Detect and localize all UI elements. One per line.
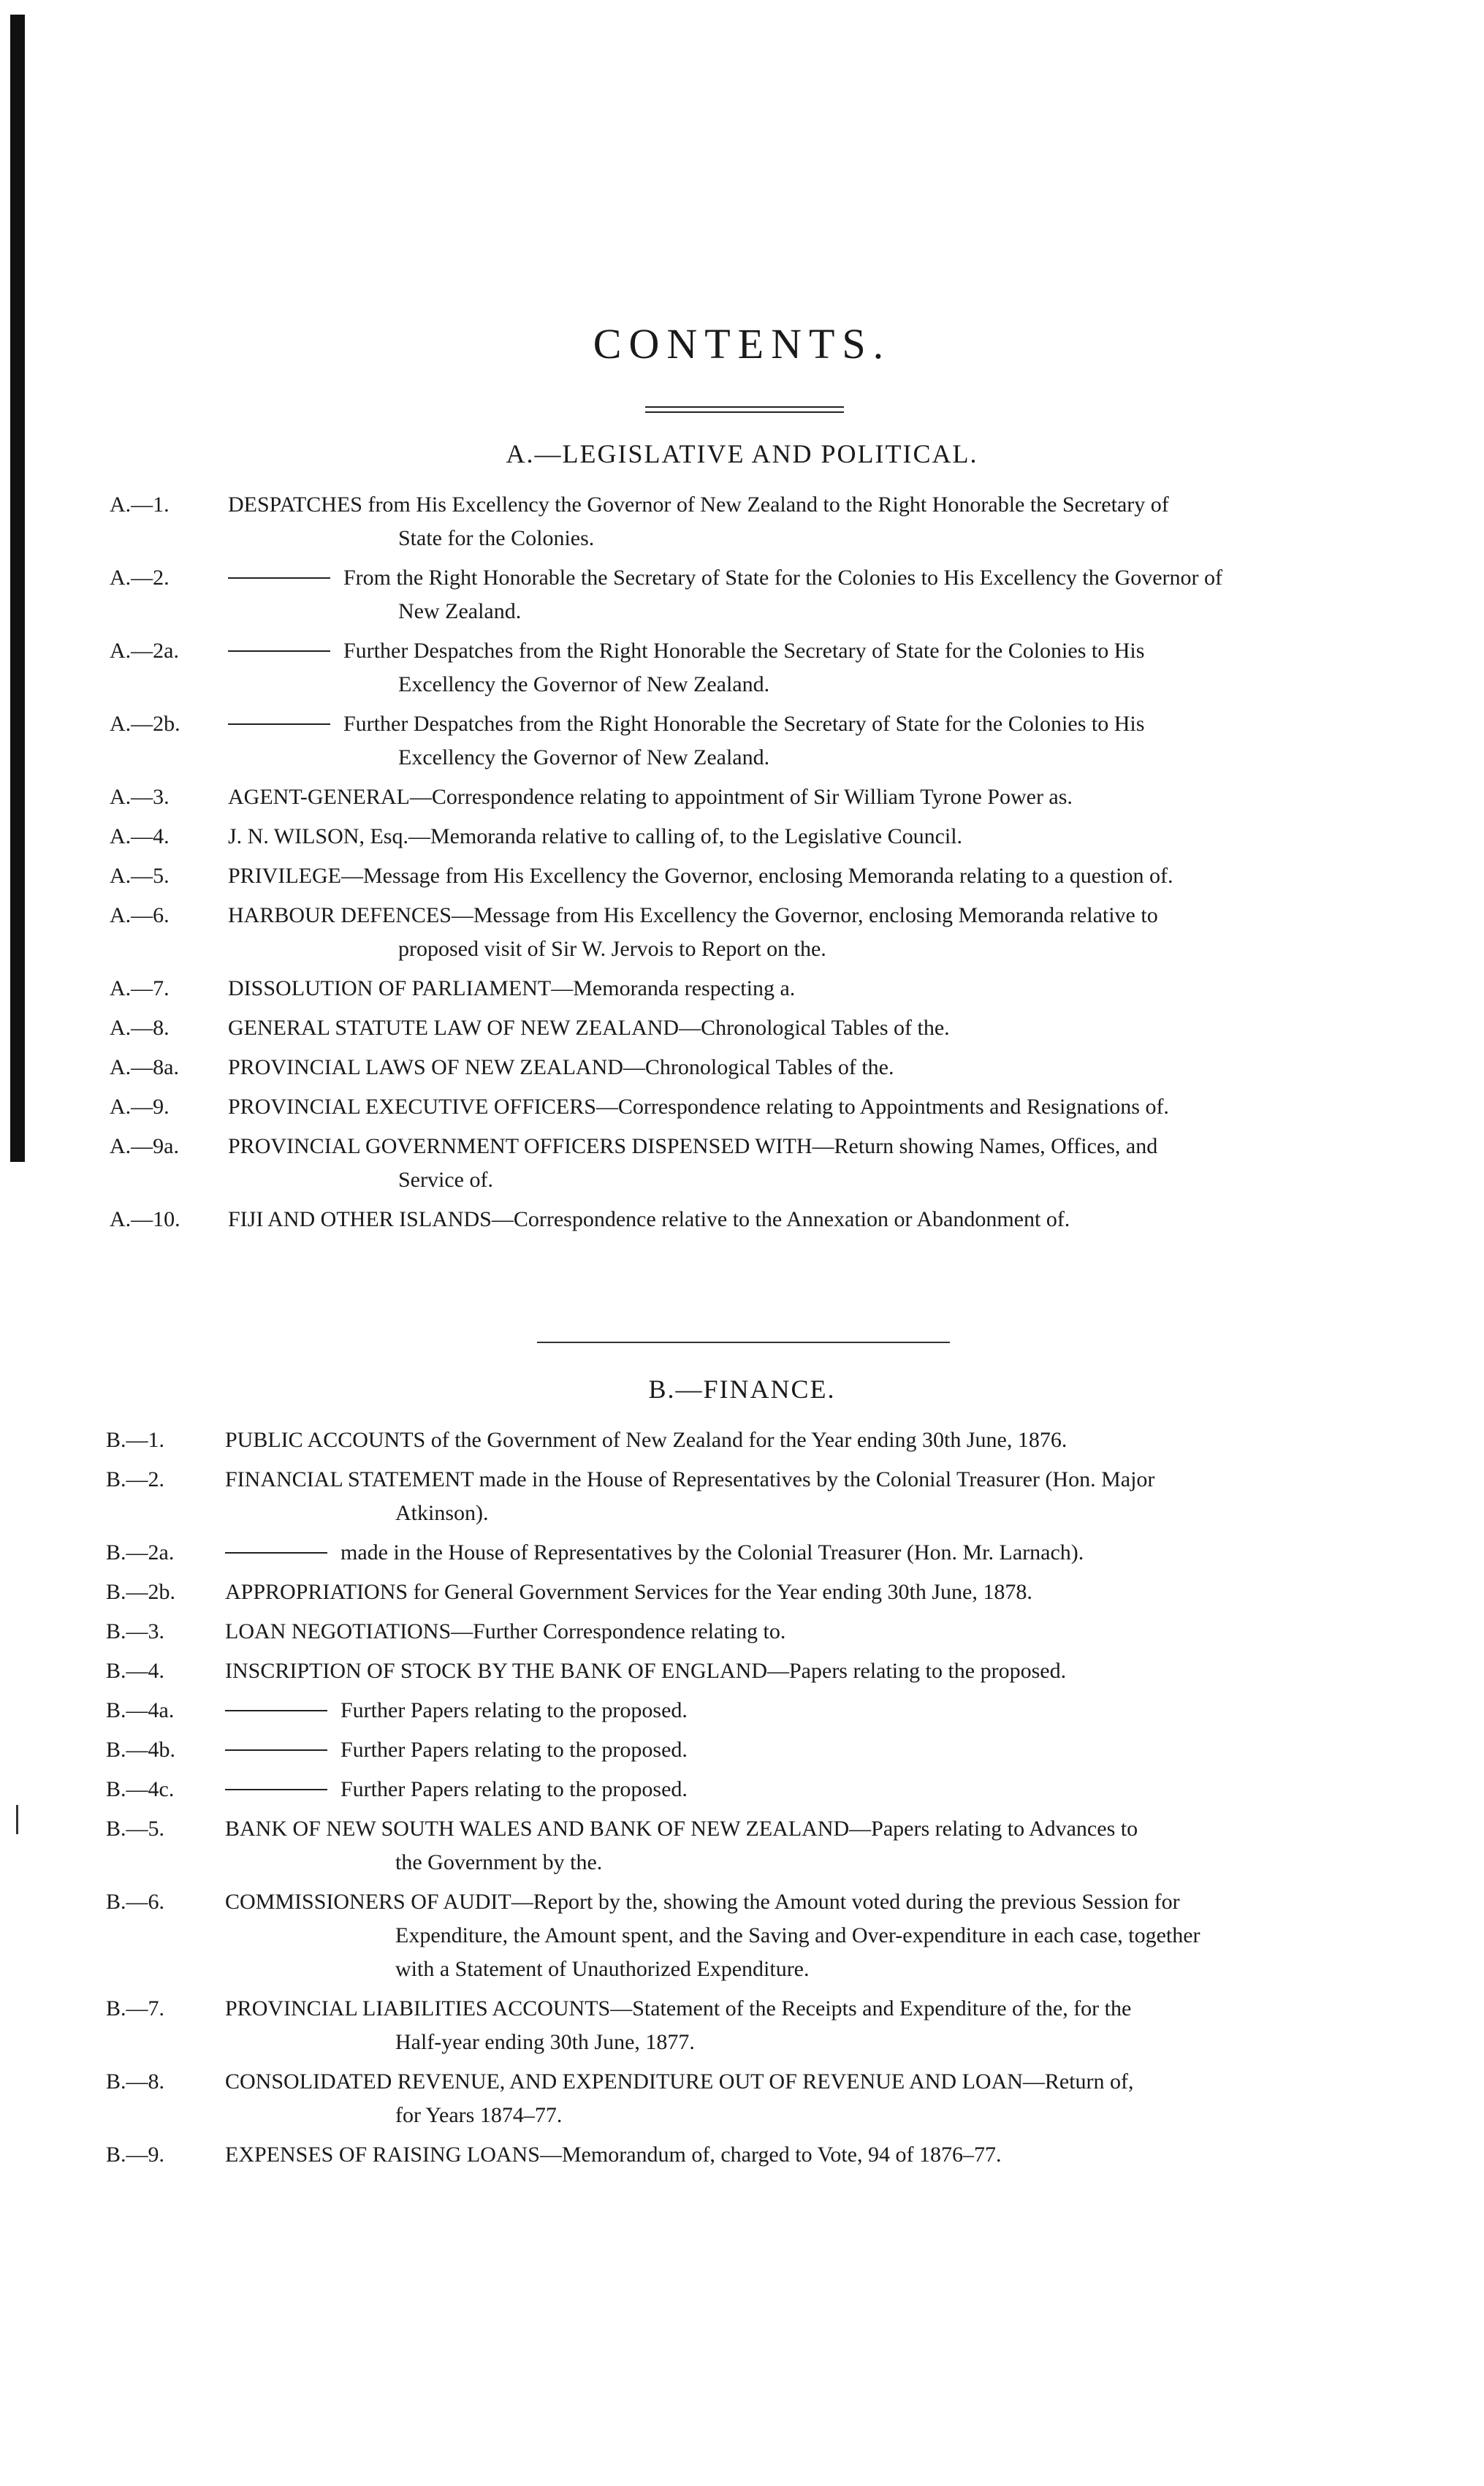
entry-code: B.—1. <box>106 1428 165 1452</box>
entry-code: A.—9. <box>110 1095 170 1119</box>
entry-line <box>225 1463 1411 1497</box>
entry-description <box>228 1090 1411 1124</box>
entry-code: A.—2b. <box>110 712 180 736</box>
entry-text: made in the House of Representatives by the Colonial Treasurer (Hon. Mr. Larnach). <box>340 1540 1084 1565</box>
contents-entry <box>0 561 1484 628</box>
entry-description <box>225 1733 1411 1767</box>
contents-entry <box>0 780 1484 814</box>
entry-code: A.—6. <box>110 903 170 927</box>
entry-line <box>225 1733 1411 1767</box>
entry-code: A.—8a. <box>110 1055 179 1079</box>
contents-entry <box>0 1773 1484 1806</box>
section-heading: A.—LEGISLATIVE AND POLITICAL. <box>506 439 978 468</box>
contents-entry <box>0 1733 1484 1767</box>
entry-code: A.—2a. <box>110 639 179 663</box>
entry-line <box>225 1919 1411 1953</box>
entry-description <box>228 899 1411 966</box>
entry-line <box>228 741 1411 775</box>
entry-line <box>228 668 1411 702</box>
entry-code: B.—3. <box>106 1619 165 1643</box>
entry-line <box>225 1846 1411 1879</box>
entry-line <box>225 2065 1411 2099</box>
entry-code: A.—1. <box>110 493 170 517</box>
contents-entry <box>0 1130 1484 1197</box>
entry-description <box>225 1423 1411 1457</box>
entry-line <box>228 634 1411 668</box>
entry-text: Further Papers relating to the proposed. <box>340 1698 688 1722</box>
entry-text: Half-year ending 30th June, 1877. <box>395 2030 695 2054</box>
entry-line <box>228 1090 1411 1124</box>
entry-code: B.—4b. <box>106 1738 176 1762</box>
entry-text: PRIVILEGE—Message from His Excellency the Governor, enclosing Memoranda relating to a question of. <box>228 864 1173 888</box>
entry-line <box>228 522 1411 555</box>
entry-description <box>228 488 1411 555</box>
contents-entry <box>0 488 1484 555</box>
entry-code: B.—4a. <box>106 1698 175 1722</box>
entry-text: Further Papers relating to the proposed. <box>340 1777 688 1801</box>
entry-description <box>225 1615 1411 1649</box>
entry-line <box>225 1694 1411 1727</box>
entry-text: Excellency the Governor of New Zealand. <box>398 672 770 696</box>
entry-text: with a Statement of Unauthorized Expenditure. <box>395 1957 810 1981</box>
entry-line <box>228 899 1411 932</box>
ditto-dash <box>225 1552 327 1554</box>
contents-entry <box>0 634 1484 702</box>
entry-text: DISSOLUTION OF PARLIAMENT—Memoranda respecting a. <box>228 976 796 1000</box>
entry-text: Service of. <box>398 1168 493 1192</box>
entry-description <box>228 634 1411 702</box>
section-legislative-political <box>0 438 1484 1242</box>
entry-code: B.—9. <box>106 2143 165 2167</box>
entry-text: Further Despatches from the Right Honorable the Secretary of State for the Colonies to His <box>343 639 1145 663</box>
entry-text: APPROPRIATIONS for General Government Services for the Year ending 30th June, 1878. <box>225 1580 1032 1604</box>
section-heading: B.—FINANCE. <box>648 1375 836 1404</box>
entry-line <box>225 1992 1411 2026</box>
entry-code: B.—2. <box>106 1467 165 1491</box>
contents-entry <box>0 1536 1484 1570</box>
entry-text: State for the Colonies. <box>398 526 595 550</box>
entry-line <box>228 1051 1411 1084</box>
contents-entry <box>0 1992 1484 2059</box>
entry-text: EXPENSES OF RAISING LOANS—Memorandum of, charged to Vote, 94 of 1876–77. <box>225 2143 1002 2167</box>
ditto-dash <box>228 723 330 725</box>
entry-line <box>228 1203 1411 1236</box>
entry-text: Further Papers relating to the proposed. <box>340 1738 688 1762</box>
entry-text: BANK OF NEW SOUTH WALES AND BANK OF NEW ZEALAND—Papers relating to Advances to <box>225 1817 1138 1841</box>
entry-code: A.—10. <box>110 1207 180 1231</box>
entry-description <box>228 820 1411 854</box>
entry-description <box>228 780 1411 814</box>
entry-line <box>228 488 1411 522</box>
entry-description <box>225 2138 1411 2172</box>
contents-entry <box>0 899 1484 966</box>
contents-entry <box>0 972 1484 1006</box>
ditto-dash <box>225 1710 327 1711</box>
entry-description <box>225 1992 1411 2059</box>
entry-line <box>225 1615 1411 1649</box>
contents-entry <box>0 707 1484 775</box>
entry-text: Expenditure, the Amount spent, and the Saving and Over-expenditure in each case, together <box>395 1923 1200 1947</box>
entry-text: PROVINCIAL LAWS OF NEW ZEALAND—Chronological Tables of the. <box>228 1055 894 1079</box>
entry-code: B.—5. <box>106 1817 165 1841</box>
entry-line <box>225 1536 1411 1570</box>
entry-description <box>225 1694 1411 1727</box>
entry-text: J. N. WILSON, Esq.—Memoranda relative to calling of, to the Legislative Council. <box>228 824 963 848</box>
entry-line <box>225 1812 1411 1846</box>
page-title: CONTENTS. <box>593 319 891 368</box>
entry-code: A.—3. <box>110 785 170 809</box>
entry-text: AGENT-GENERAL—Correspondence relating to appointment of Sir William Tyrone Power as. <box>228 785 1073 809</box>
entry-line <box>225 1773 1411 1806</box>
entry-description <box>228 972 1411 1006</box>
entry-text: FIJI AND OTHER ISLANDS—Correspondence relative to the Annexation or Abandonment of. <box>228 1207 1070 1231</box>
contents-entry <box>0 1203 1484 1236</box>
entry-description <box>228 561 1411 628</box>
contents-entry <box>0 1575 1484 1609</box>
entry-line <box>228 561 1411 595</box>
entry-text: proposed visit of Sir W. Jervois to Report on the. <box>398 937 826 961</box>
entry-line <box>225 1497 1411 1530</box>
entry-description <box>228 707 1411 775</box>
entry-text: GENERAL STATUTE LAW OF NEW ZEALAND—Chronological Tables of the. <box>228 1016 950 1040</box>
entry-description <box>228 1051 1411 1084</box>
entry-list <box>0 1423 1484 2172</box>
entry-line <box>228 859 1411 893</box>
entry-text: for Years 1874–77. <box>395 2103 563 2127</box>
entry-text: PROVINCIAL GOVERNMENT OFFICERS DISPENSED WITH—Return showing Names, Offices, and <box>228 1134 1158 1158</box>
entry-line <box>225 2026 1411 2059</box>
entry-line <box>228 707 1411 741</box>
ditto-dash <box>225 1749 327 1751</box>
entry-description <box>225 1885 1411 1986</box>
entry-line <box>225 1654 1411 1688</box>
entry-code: A.—7. <box>110 976 170 1000</box>
contents-entry <box>0 1812 1484 1879</box>
entry-text: Excellency the Governor of New Zealand. <box>398 745 770 769</box>
entry-line <box>228 1011 1411 1045</box>
entry-text: PROVINCIAL LIABILITIES ACCOUNTS—Statement of the Receipts and Expenditure of the, for the <box>225 1996 1132 2021</box>
contents-entry <box>0 1463 1484 1530</box>
contents-entry <box>0 1011 1484 1045</box>
contents-entry <box>0 1051 1484 1084</box>
entry-description <box>225 1575 1411 1609</box>
entry-text: New Zealand. <box>398 599 522 623</box>
entry-line <box>228 780 1411 814</box>
entry-code: A.—2. <box>110 566 170 590</box>
entry-line <box>225 1423 1411 1457</box>
contents-entry <box>0 2065 1484 2132</box>
ditto-dash <box>225 1789 327 1790</box>
entry-line <box>228 595 1411 628</box>
entry-text: Further Despatches from the Right Honorable the Secretary of State for the Colonies to His <box>343 712 1145 736</box>
entry-text: INSCRIPTION OF STOCK BY THE BANK OF ENGLAND—Papers relating to the proposed. <box>225 1659 1067 1683</box>
entry-description <box>225 1773 1411 1806</box>
entry-code: B.—8. <box>106 2069 165 2094</box>
entry-code: B.—4c. <box>106 1777 175 1801</box>
entry-description <box>225 1463 1411 1530</box>
entry-description <box>225 1536 1411 1570</box>
entry-line <box>225 1575 1411 1609</box>
entry-text: Atkinson). <box>395 1501 489 1525</box>
entry-list <box>0 488 1484 1236</box>
entry-text: CONSOLIDATED REVENUE, AND EXPENDITURE OUT OF REVENUE AND LOAN—Return of, <box>225 2069 1134 2094</box>
entry-description <box>228 1011 1411 1045</box>
entry-description <box>225 1654 1411 1688</box>
entry-line <box>225 1885 1411 1919</box>
entry-text: FINANCIAL STATEMENT made in the House of Representatives by the Colonial Treasurer (Hon. Major <box>225 1467 1155 1491</box>
entry-line <box>225 1953 1411 1986</box>
entry-code: B.—4. <box>106 1659 165 1683</box>
entry-text: PROVINCIAL EXECUTIVE OFFICERS—Correspondence relating to Appointments and Resignations of. <box>228 1095 1169 1119</box>
entry-line <box>228 972 1411 1006</box>
contents-entry <box>0 1885 1484 1986</box>
entry-code: A.—9a. <box>110 1134 179 1158</box>
entry-line <box>228 820 1411 854</box>
entry-description <box>228 1130 1411 1197</box>
ditto-dash <box>228 650 330 652</box>
contents-entry <box>0 1615 1484 1649</box>
entry-text: HARBOUR DEFENCES—Message from His Excellency the Governor, enclosing Memoranda relative to <box>228 903 1158 927</box>
entry-code: A.—8. <box>110 1016 170 1040</box>
contents-entry <box>0 1694 1484 1727</box>
entry-code: A.—5. <box>110 864 170 888</box>
contents-entry <box>0 1654 1484 1688</box>
entry-text: LOAN NEGOTIATIONS—Further Correspondence relating to. <box>225 1619 786 1643</box>
entry-code: B.—2a. <box>106 1540 175 1565</box>
entry-text: the Government by the. <box>395 1850 603 1874</box>
section-finance <box>0 1374 1484 2178</box>
entry-code: A.—4. <box>110 824 170 848</box>
contents-entry <box>0 859 1484 893</box>
entry-text: From the Right Honorable the Secretary of State for the Colonies to His Excellency the Governor of <box>343 566 1223 590</box>
contents-entry <box>0 820 1484 854</box>
contents-entry <box>0 2138 1484 2172</box>
entry-line <box>228 932 1411 966</box>
ditto-dash <box>228 577 330 579</box>
entry-text: DESPATCHES from His Excellency the Governor of New Zealand to the Right Honorable the Secretary of <box>228 493 1169 517</box>
entry-line <box>225 2138 1411 2172</box>
entry-description <box>228 859 1411 893</box>
contents-entry <box>0 1423 1484 1457</box>
contents-entry <box>0 1090 1484 1124</box>
entry-line <box>225 2099 1411 2132</box>
entry-line <box>228 1130 1411 1163</box>
entry-description <box>228 1203 1411 1236</box>
entry-text: COMMISSIONERS OF AUDIT—Report by the, showing the Amount voted during the previous Session for <box>225 1890 1180 1914</box>
entry-code: B.—6. <box>106 1890 165 1914</box>
entry-description <box>225 1812 1411 1879</box>
entry-code: B.—2b. <box>106 1580 176 1604</box>
entry-description <box>225 2065 1411 2132</box>
section-divider <box>537 1342 950 1343</box>
entry-text: PUBLIC ACCOUNTS of the Government of New Zealand for the Year ending 30th June, 1876. <box>225 1428 1068 1452</box>
title-rule <box>645 406 844 413</box>
entry-code: B.—7. <box>106 1996 165 2021</box>
entry-line <box>228 1163 1411 1197</box>
